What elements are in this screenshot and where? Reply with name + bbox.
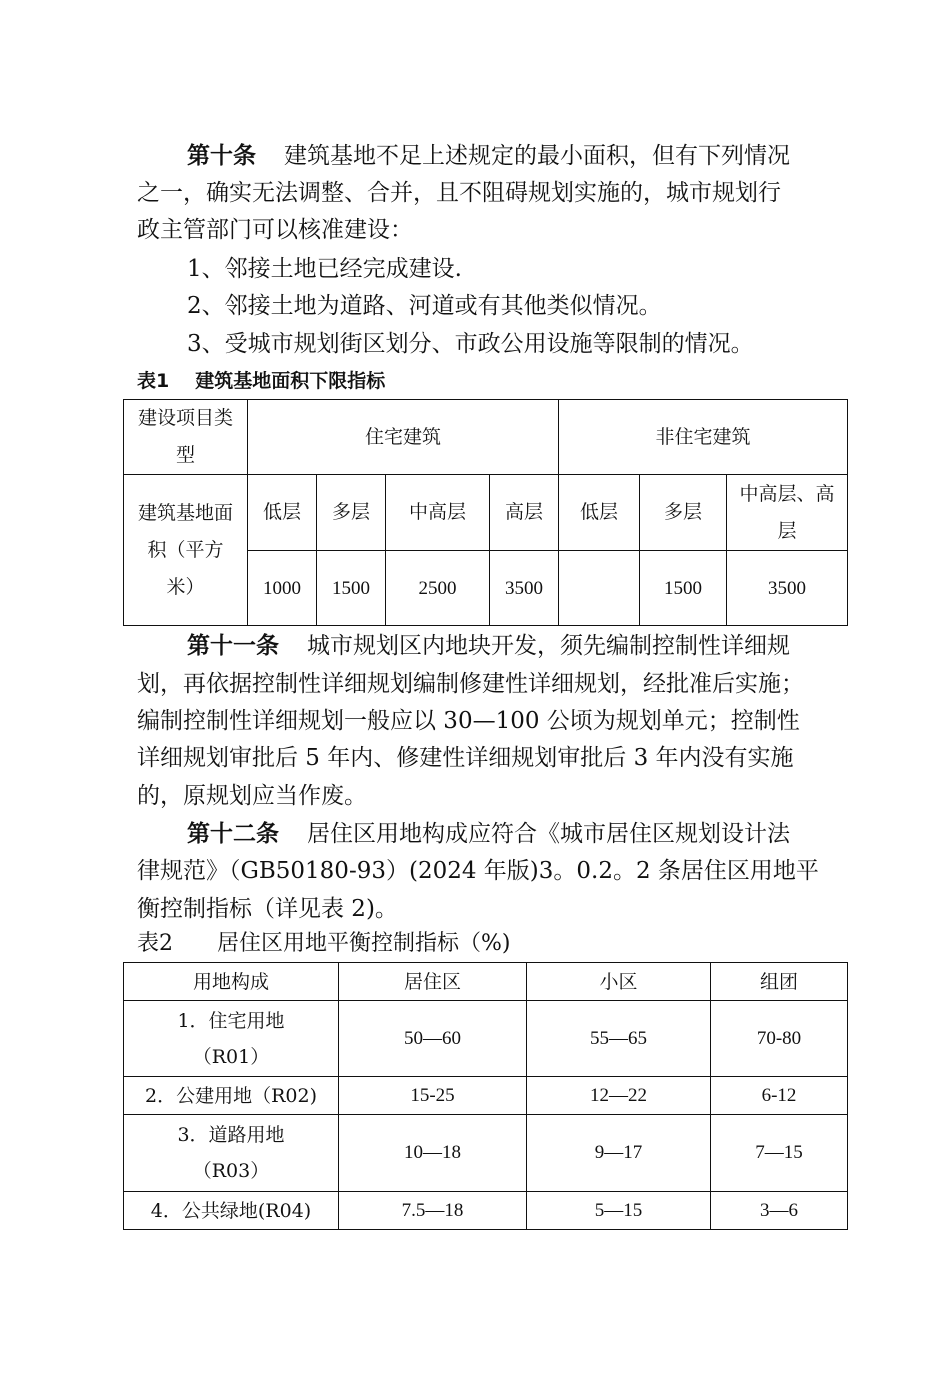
article-11-line-4: 详细规划审批后 5 年内、修建性详细规划审批后 3 年内没有实施 (137, 745, 794, 771)
article-10-item-3: 3、受城市规划街区划分、市政公用设施等限制的情况。 (187, 331, 754, 357)
article-12-line-3: 衡控制指标（详见表 2)。 (137, 896, 398, 922)
table-1-col: 多层 (640, 475, 727, 551)
table-1 (123, 399, 848, 626)
table-2-cell: 9—17 (527, 1115, 711, 1192)
table-2-cell: 12—22 (527, 1077, 711, 1115)
table-1-value: 1000 (248, 551, 317, 626)
table-2-cell: 3—6 (711, 1192, 848, 1230)
table-1-col: 高层 (490, 475, 559, 551)
table-1-value: 2500 (386, 551, 490, 626)
table-2 (123, 962, 848, 1230)
article-12-line-1 (187, 817, 907, 851)
article-10-line-3: 政主管部门可以核准建设： (137, 217, 413, 243)
table-1-group-nonresidential: 非住宅建筑 (559, 400, 848, 475)
table-2-row-label: 3．道路用地（R03） (124, 1115, 339, 1192)
table-2-cell: 7.5—18 (339, 1192, 527, 1230)
article-10-line-1 (187, 139, 907, 173)
article-12-text: 居住区用地构成应符合《城市居住区规划设计法 (307, 821, 790, 847)
table-1-col: 中高层、高层 (727, 475, 848, 551)
table-1-head-type: 建设项目类型 (124, 400, 248, 475)
table-2-cell: 70-80 (711, 1001, 848, 1077)
table-2-cell: 5—15 (527, 1192, 711, 1230)
table-1-value: 1500 (640, 551, 727, 626)
table-2-caption: 表2 居住区用地平衡控制指标（%) (137, 931, 511, 956)
article-11-line-2: 划，再依据控制性详细规划编制修建性详细规划，经批准后实施； (137, 671, 804, 697)
table-1-col: 低层 (559, 475, 640, 551)
table-1-value (559, 551, 640, 626)
article-10-line-2: 之一，确实无法调整、合并，且不阻碍规划实施的，城市规划行 (137, 180, 781, 206)
table-2-row-label: 4．公共绿地(R04) (124, 1192, 339, 1230)
table-1-title: 建筑基地面积下限指标 (195, 370, 386, 392)
table-1-col: 低层 (248, 475, 317, 551)
table-2-header: 组团 (711, 963, 848, 1001)
table-2-header: 小区 (527, 963, 711, 1001)
table-2-cell: 6-12 (711, 1077, 848, 1115)
table-2-row-label: 1．住宅用地（R01） (124, 1001, 339, 1077)
article-11-heading: 第十一条 (187, 633, 279, 659)
table-1-value: 3500 (490, 551, 559, 626)
article-11-line-5: 的，原规划应当作废。 (137, 783, 367, 809)
table-2-row-label: 2．公建用地（R02) (124, 1077, 339, 1115)
article-12-line-2: 律规范》（GB50180-93）(2024 年版)3。0.2。2 条居住区用地平 (137, 858, 819, 884)
table-1-caption (137, 367, 385, 395)
article-10-heading: 第十条 (187, 143, 256, 169)
table-1-number: 表1 (137, 370, 170, 392)
table-2-cell: 10—18 (339, 1115, 527, 1192)
table-1-col: 中高层 (386, 475, 490, 551)
article-11-text: 城市规划区内地块开发，须先编制控制性详细规 (307, 633, 790, 659)
table-1-value: 1500 (317, 551, 386, 626)
table-2-header: 居住区 (339, 963, 527, 1001)
article-11-line-1 (187, 629, 907, 663)
table-2-cell: 55—65 (527, 1001, 711, 1077)
article-10-item-1: 1、邻接土地已经完成建设. (187, 256, 462, 282)
table-2-cell: 15-25 (339, 1077, 527, 1115)
table-2-header: 用地构成 (124, 963, 339, 1001)
table-1-col: 多层 (317, 475, 386, 551)
table-1-row-label: 建筑基地面积（平方米） (124, 475, 248, 626)
article-12-heading: 第十二条 (187, 821, 279, 847)
article-11-line-3: 编制控制性详细规划一般应以 30—100 公顷为规划单元；控制性 (137, 708, 800, 734)
article-10-item-2: 2、邻接土地为道路、河道或有其他类似情况。 (187, 293, 662, 319)
table-2-cell: 50—60 (339, 1001, 527, 1077)
table-2-cell: 7—15 (711, 1115, 848, 1192)
article-10-text: 建筑基地不足上述规定的最小面积，但有下列情况 (284, 143, 790, 169)
table-1-value: 3500 (727, 551, 848, 626)
table-1-group-residential: 住宅建筑 (248, 400, 559, 475)
